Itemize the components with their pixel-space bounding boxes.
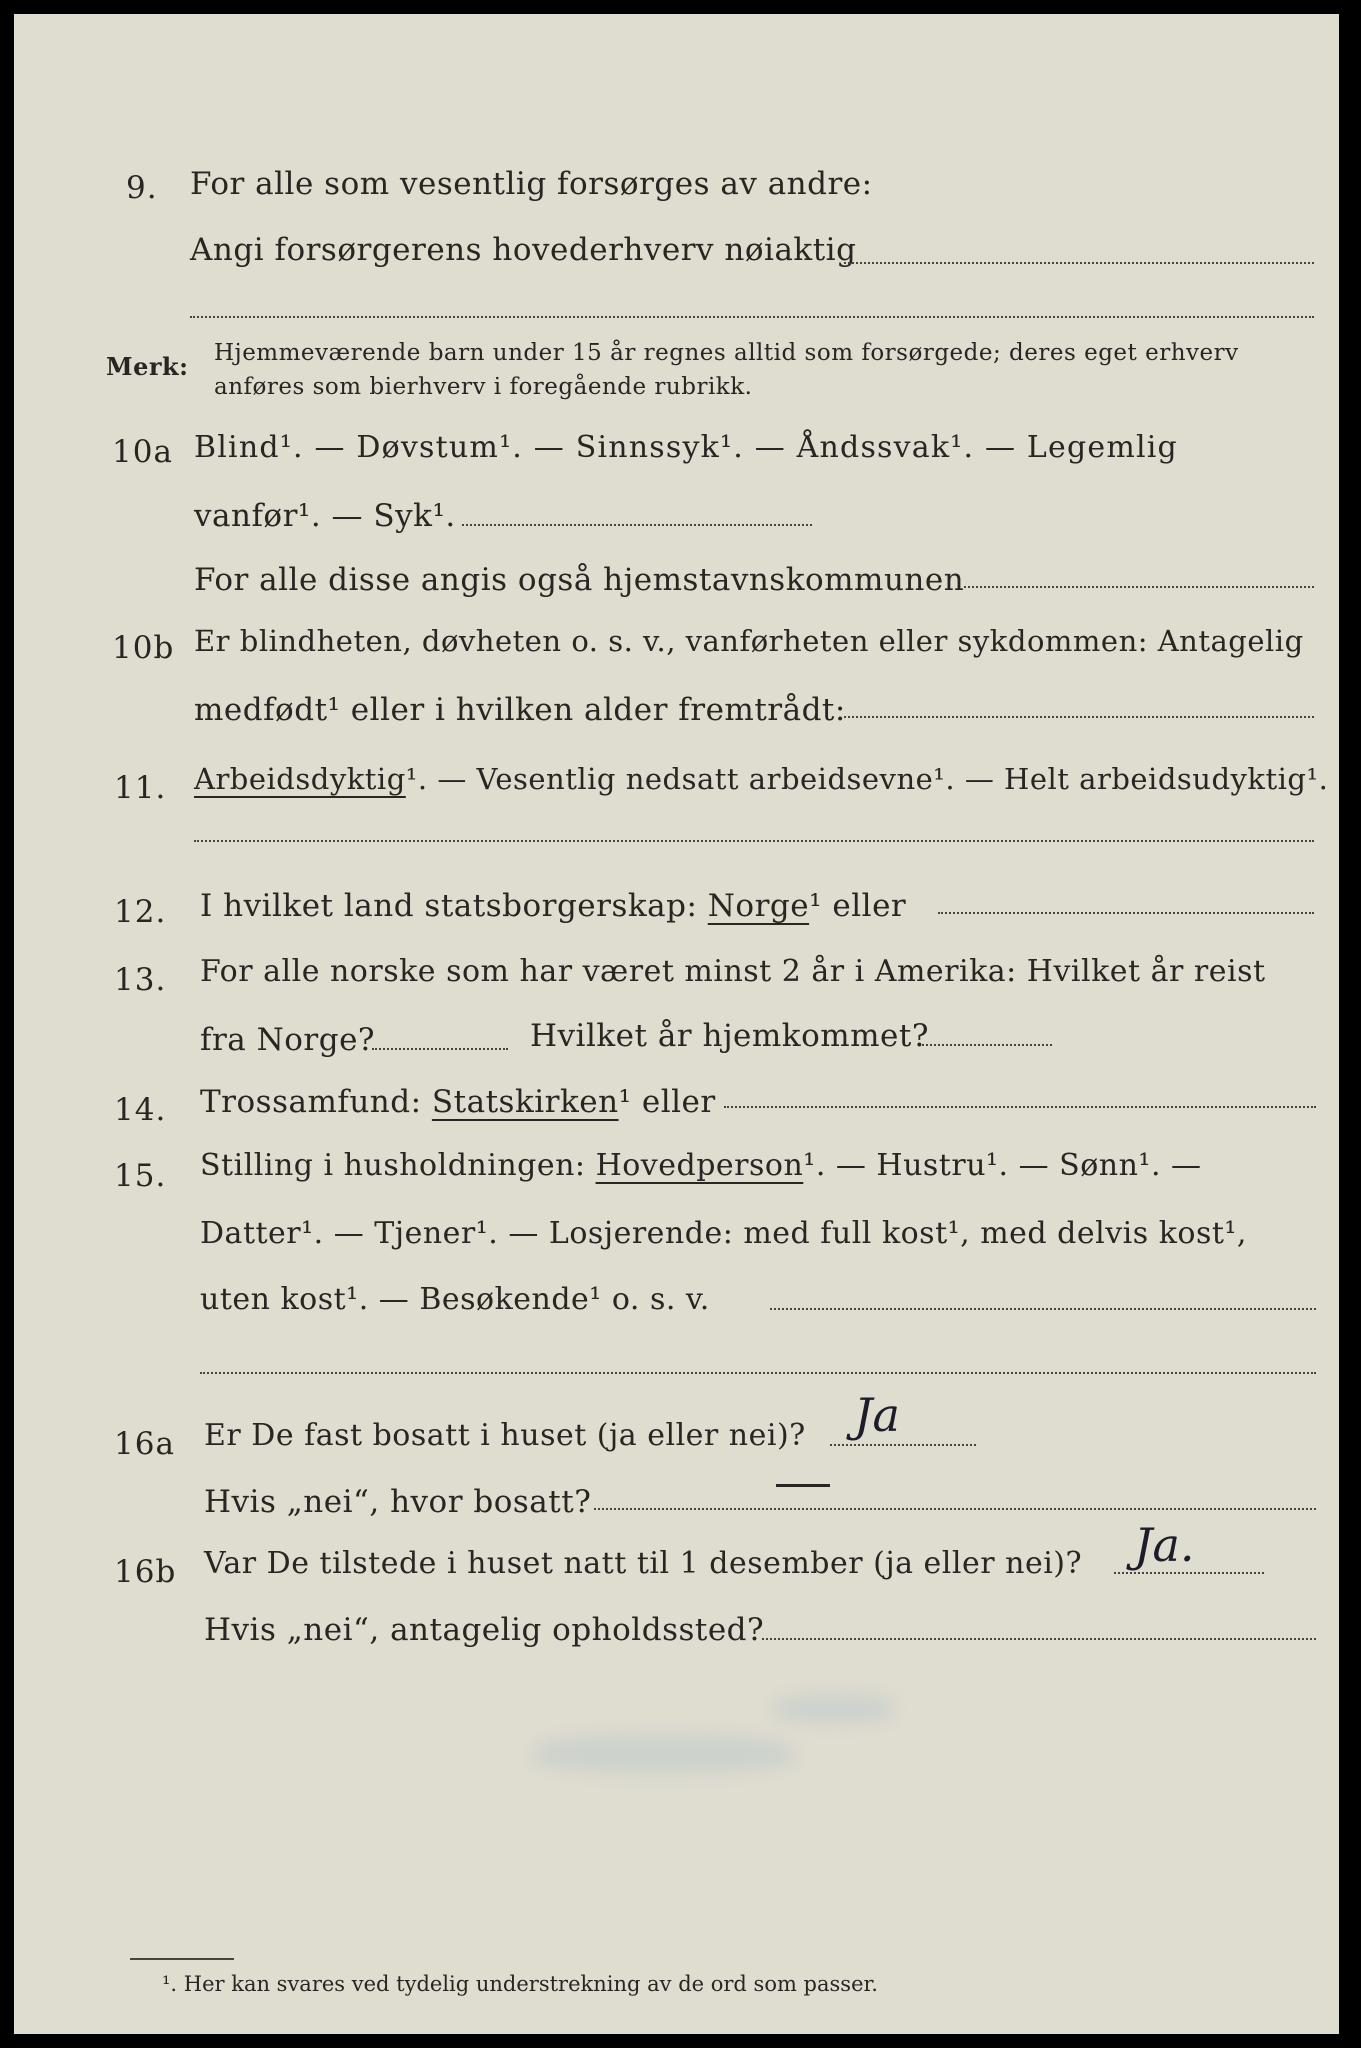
q14-pre: Trossamfund: [200, 1084, 422, 1120]
q14-option-statskirken[interactable]: Statskirken [431, 1084, 619, 1120]
q16b-answer-line[interactable] [1114, 1572, 1264, 1574]
q13-line2a: fra Norge? [200, 1022, 376, 1058]
q9-number: 9. [126, 170, 158, 206]
q15-line3: uten kost¹. — Besøkende¹ o. s. v. [200, 1282, 710, 1317]
q10a-line1: Blind¹. — Døvstum¹. — Sinnssyk¹. — Åndssvak¹. — Legemlig [194, 430, 1178, 465]
census-form-page [14, 14, 1339, 2034]
q15-answer-line[interactable] [770, 1308, 1316, 1310]
q13-line2b: Hvilket år hjemkommet? [530, 1018, 929, 1054]
q16a-handwritten-dash [776, 1484, 830, 1487]
q13-departure-line[interactable] [372, 1048, 508, 1050]
q11-extra-line[interactable] [194, 840, 1314, 842]
q10a-line3: For alle disse angis også hjemstavnskommunen [194, 562, 965, 598]
q11-rest: ¹. — Vesentlig nedsatt arbeidsevne¹. — Helt arbeidsudyktig¹. [405, 762, 1329, 796]
q16a-answer-line[interactable] [830, 1444, 976, 1446]
q14-post: ¹ eller [618, 1084, 716, 1120]
q15-extra-line[interactable] [200, 1372, 1316, 1374]
q15-pre: Stilling i husholdningen: [200, 1148, 586, 1183]
q10b-line2: medfødt¹ eller i hvilken alder fremtrådt: [194, 692, 846, 728]
q13-return-line[interactable] [922, 1044, 1052, 1046]
footnote-separator [130, 1958, 234, 1960]
q9-answer-line[interactable] [844, 262, 1314, 264]
q11-text [194, 762, 1328, 796]
q16b-line2: Hvis „nei“, antagelig opholdssted? [204, 1612, 765, 1648]
q16b-line1: Var De tilstede i huset natt til 1 desember (ja eller nei)? [204, 1546, 1083, 1581]
q16a-line1: Er De fast bosatt i huset (ja eller nei)? [204, 1418, 806, 1453]
q9-extra-line[interactable] [190, 316, 1314, 318]
q16a-number: 16a [114, 1426, 175, 1462]
q10b-number: 10b [112, 630, 175, 666]
merk-label: Merk: [106, 352, 189, 381]
q10b-answer-line[interactable] [844, 716, 1314, 718]
q9-line2: Angi forsørgerens hovederhverv nøiaktig [190, 232, 857, 268]
q15-line2: Datter¹. — Tjener¹. — Losjerende: med full kost¹, med delvis kost¹, [200, 1216, 1247, 1251]
q12-number: 12. [114, 894, 167, 930]
faded-stamp-mark-2 [774, 1694, 894, 1724]
q12-pre: I hvilket land statsborgerskap: [200, 888, 698, 924]
q16b-whereabouts-line[interactable] [762, 1638, 1316, 1640]
q15-line1 [200, 1148, 1202, 1183]
q12-text [200, 888, 906, 924]
q10a-line2: vanfør¹. — Syk¹. [194, 498, 456, 534]
q12-answer-line[interactable] [938, 912, 1314, 914]
q15-line1-rest: ¹. — Hustru¹. — Sønn¹. — [803, 1148, 1202, 1183]
q14-answer-line[interactable] [724, 1106, 1316, 1108]
q14-text [200, 1084, 716, 1120]
merk-line1: Hjemmeværende barn under 15 år regnes alltid som forsørgede; deres eget erhverv [214, 340, 1239, 366]
q15-option-hovedperson[interactable]: Hovedperson [595, 1148, 804, 1183]
q15-number: 15. [114, 1158, 167, 1194]
q13-line1: For alle norske som har været minst 2 år i Amerika: Hvilket år reist [200, 954, 1266, 989]
q11-option-arbeidsdyktig[interactable]: Arbeidsdyktig [194, 762, 406, 796]
q14-number: 14. [114, 1092, 167, 1128]
q10a-answer-line[interactable] [462, 524, 812, 526]
q16a-residence-line[interactable] [594, 1508, 1316, 1510]
merk-line2: anføres som bierhverv i foregående rubrikk. [214, 374, 753, 400]
faded-stamp-mark [534, 1734, 794, 1774]
q16a-line2: Hvis „nei“, hvor bosatt? [204, 1484, 592, 1520]
q16b-handwritten-answer: Ja. [1134, 1518, 1195, 1572]
q12-option-norge[interactable]: Norge [707, 888, 810, 924]
q16b-number: 16b [114, 1554, 177, 1590]
q9-line1: For alle som vesentlig forsørges av andre: [190, 166, 873, 202]
q16a-handwritten-answer: Ja [854, 1388, 900, 1442]
q10a-hometown-line[interactable] [964, 586, 1314, 588]
q13-number: 13. [114, 962, 167, 998]
q10b-line1: Er blindheten, døvheten o. s. v., vanførheten eller sykdommen: Antagelig [194, 624, 1304, 658]
q10a-number: 10a [112, 434, 173, 470]
footnote-text: ¹. Her kan svares ved tydelig understrekning av de ord som passer. [162, 1972, 878, 1996]
q11-number: 11. [114, 770, 167, 806]
q12-post: ¹ eller [809, 888, 907, 924]
